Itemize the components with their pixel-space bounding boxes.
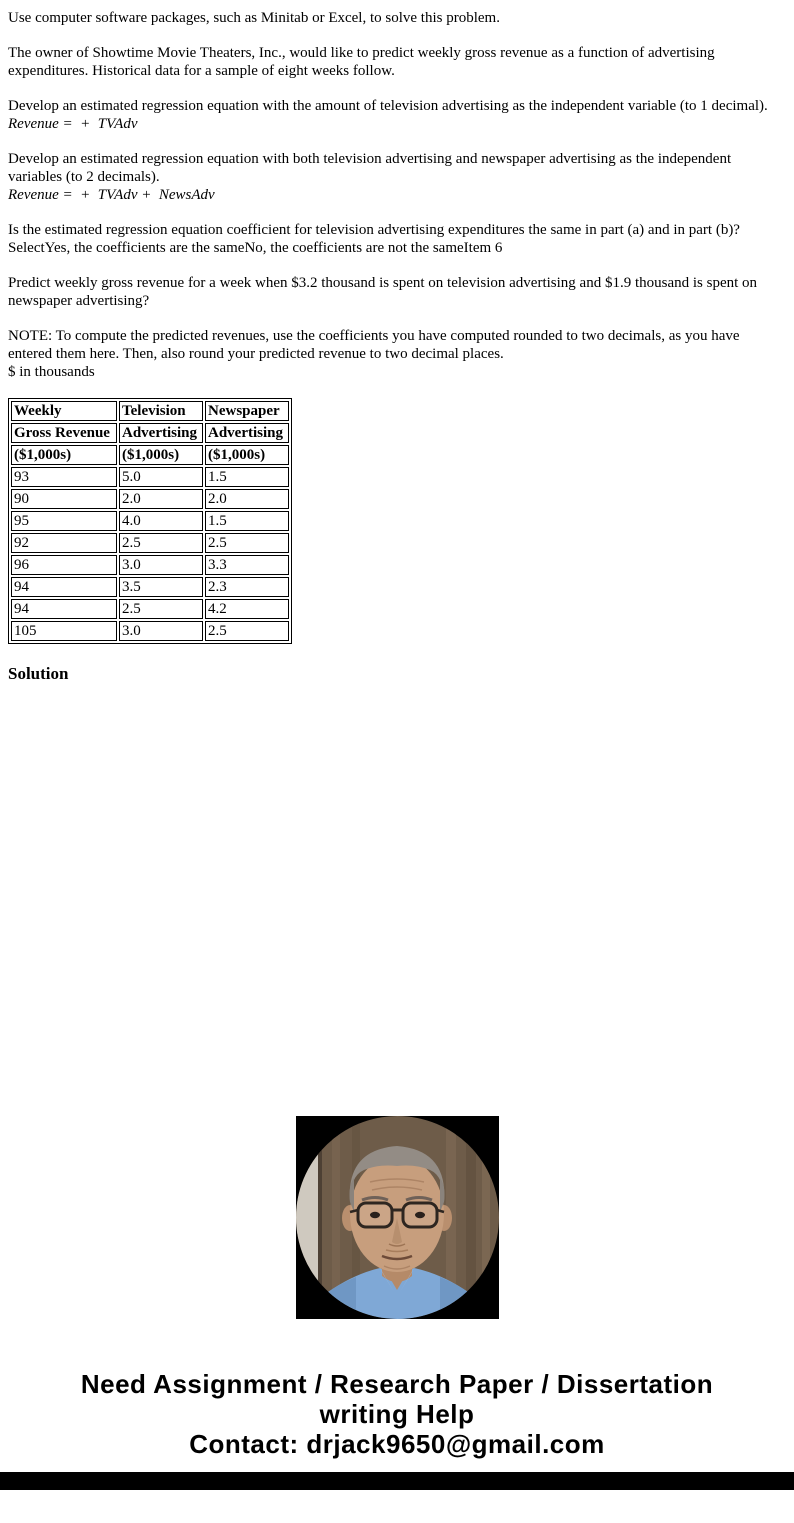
table-cell: 3.0 (119, 555, 203, 575)
table-cell: 4.2 (205, 599, 289, 619)
table-cell: 5.0 (119, 467, 203, 487)
table-cell: 92 (11, 533, 117, 553)
table-cell: 2.0 (119, 489, 203, 509)
table-cell: 3.0 (119, 621, 203, 641)
table-cell: 2.3 (205, 577, 289, 597)
units-line: $ in thousands (8, 364, 95, 380)
select-options-line: SelectYes, the coefficients are the sameNo, the coefficients are not the sameItem 6 (8, 240, 503, 256)
table-cell: 4.0 (119, 511, 203, 531)
paragraph-note (8, 327, 786, 381)
table-cell: 94 (11, 599, 117, 619)
equation-a: Revenue = + TVAdv (8, 116, 138, 132)
header-cell: Advertising (205, 423, 289, 443)
table-row (11, 555, 289, 575)
table-row (11, 577, 289, 597)
header-cell: Newspaper (205, 401, 289, 421)
table-row (11, 533, 289, 553)
table-cell: 1.5 (205, 511, 289, 531)
footer-heading-line-1: Need Assignment / Research Paper / Dissertation (80, 1369, 714, 1399)
table-cell: 1.5 (205, 467, 289, 487)
paragraph-part-c (8, 221, 786, 257)
table-header-row (11, 445, 289, 465)
revenue-data-table (8, 398, 292, 644)
table-cell: 93 (11, 467, 117, 487)
table-cell: 2.0 (205, 489, 289, 509)
header-cell: Gross Revenue (11, 423, 117, 443)
table-cell: 2.5 (119, 533, 203, 553)
footer-heading-line-2: writing Help (319, 1399, 475, 1429)
table-cell: 2.5 (205, 533, 289, 553)
part-a-prompt: Develop an estimated regression equation with the amount of television advertising as the independent variable (to 1 decimal). (8, 98, 768, 114)
equation-b: Revenue = + TVAdv + NewsAdv (8, 187, 215, 203)
table-row (11, 599, 289, 619)
part-b-prompt: Develop an estimated regression equation with both television advertising and newspaper advertising as the independent variables (to 2 decimals). (8, 151, 732, 185)
paragraph-part-d: Predict weekly gross revenue for a week when $3.2 thousand is spent on television advertising and $1.9 thousand is spent on newspaper advertising? (8, 275, 758, 309)
tutor-avatar (296, 1116, 499, 1319)
table-row (11, 621, 289, 641)
table-cell: 95 (11, 511, 117, 531)
header-cell: Television (119, 401, 203, 421)
header-cell: Advertising (119, 423, 203, 443)
table-cell: 94 (11, 577, 117, 597)
table-cell: 2.5 (119, 599, 203, 619)
note-text: NOTE: To compute the predicted revenues, use the coefficients you have computed rounded to two decimals, as you have entered them here. Then, also round your predicted revenue to two decimal places. (8, 328, 740, 362)
footer-contact-line: Contact: drjack9650@gmail.com (189, 1429, 605, 1459)
portrait-photo-frame (296, 1116, 499, 1319)
table-cell: 105 (11, 621, 117, 641)
table-cell: 3.3 (205, 555, 289, 575)
paragraph-problem: The owner of Showtime Movie Theaters, Inc., would like to predict weekly gross revenue as a function of advertising expenditures. Historical data for a sample of eight weeks follow. (8, 45, 715, 79)
table-header-row (11, 401, 289, 421)
document-body (0, 9, 794, 684)
header-cell: ($1,000s) (205, 445, 289, 465)
table-cell: 96 (11, 555, 117, 575)
table-cell: 90 (11, 489, 117, 509)
paragraph-part-b (8, 150, 786, 204)
footer-banner (0, 1369, 794, 1459)
table-header-row (11, 423, 289, 443)
paragraph-part-a (8, 97, 786, 133)
media-section (0, 1116, 794, 1490)
header-cell: ($1,000s) (119, 445, 203, 465)
table-cell: 2.5 (205, 621, 289, 641)
table-cell: 3.5 (119, 577, 203, 597)
table-row (11, 511, 289, 531)
solution-heading: Solution (8, 664, 69, 683)
tutor-portrait-photo (296, 1116, 499, 1319)
header-cell: Weekly (11, 401, 117, 421)
paragraph-intro: Use computer software packages, such as Minitab or Excel, to solve this problem. (8, 10, 500, 26)
table-row (11, 467, 289, 487)
table-row (11, 489, 289, 509)
bottom-black-bar (0, 1472, 794, 1490)
header-cell: ($1,000s) (11, 445, 117, 465)
part-c-prompt: Is the estimated regression equation coefficient for television advertising expenditures the same in part (a) and in part (b)? (8, 222, 740, 238)
